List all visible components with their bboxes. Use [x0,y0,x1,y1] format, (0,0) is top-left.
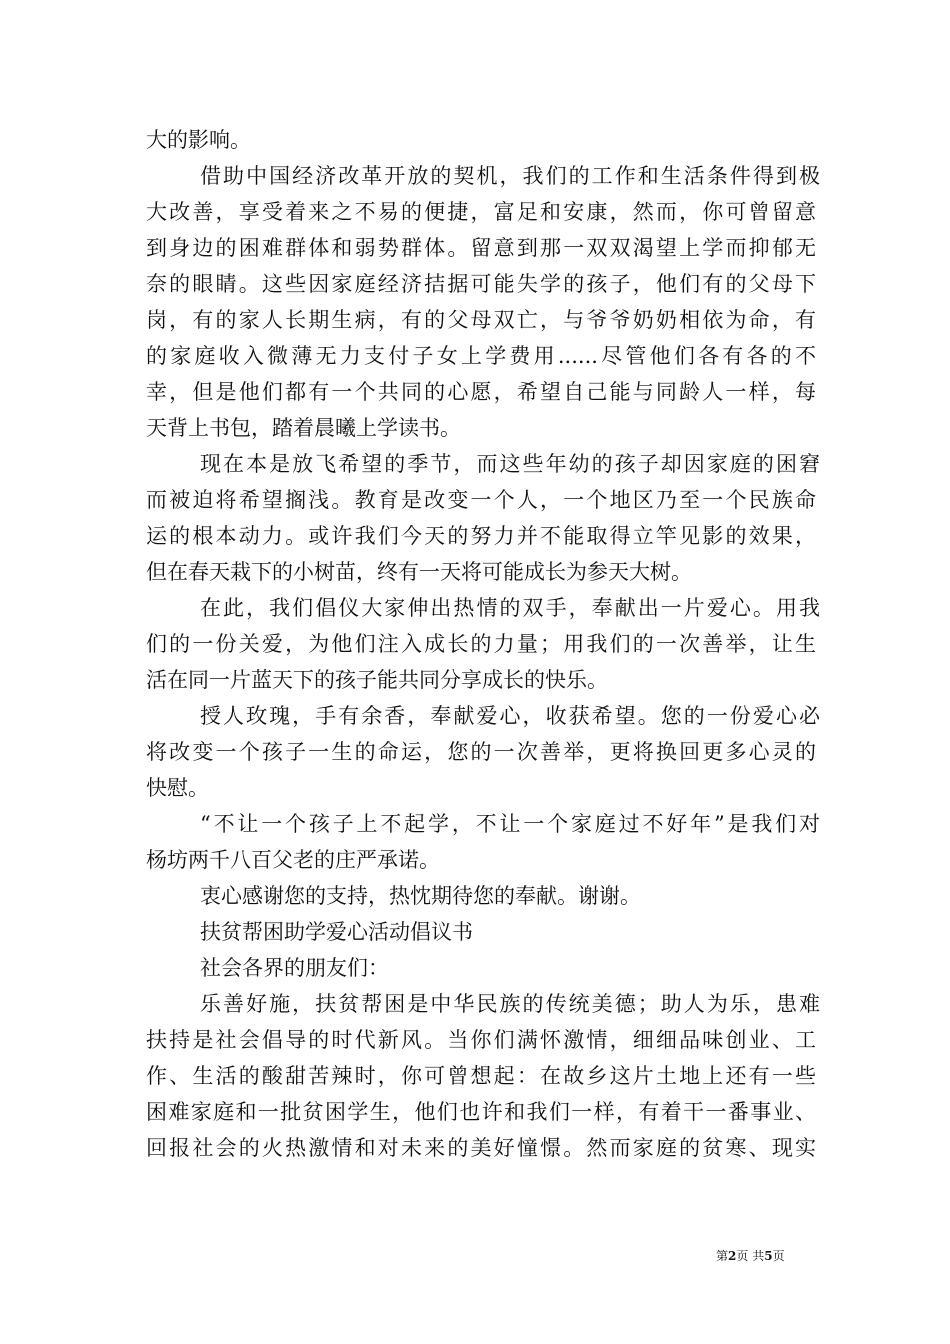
text-line: 岗，有的家人长期生病，有的父母双亡，与爷爷奶奶相依为命，有 [146,308,816,332]
footer-suffix: 页 [772,1249,785,1263]
section-title: 扶贫帮困助学爱心活动倡议书 [200,920,473,944]
text-line: 将改变一个孩子一生的命运，您的一次善举，更将换回更多心灵的 [146,740,816,764]
text-line: 现在本是放飞希望的季节，而这些年幼的孩子却因家庭的困窘 [200,452,820,476]
text-line: 奈的眼睛。这些因家庭经济拮据可能失学的孩子，他们有的父母下 [146,272,816,296]
page-number-footer [716,1248,785,1264]
text-line: 们的一份关爱，为他们注入成长的力量；用我们的一次善举，让生 [146,632,816,656]
current-page-number: 2 [728,1249,737,1263]
text-line: 到身边的困难群体和弱势群体。留意到那一双双渴望上学而抑郁无 [146,236,816,260]
text-line: “不让一个孩子上不起学，不让一个家庭过不好年”是我们对 [200,812,820,836]
total-pages-number: 5 [764,1249,773,1263]
text-line: 乐善好施，扶贫帮困是中华民族的传统美德；助人为乐，患难 [200,992,820,1016]
text-line: 的家庭收入微薄无力支付子女上学费用......尽管他们各有各的不 [146,344,816,368]
text-line: 授人玫瑰，手有余香，奉献爱心，收获希望。您的一份爱心必 [200,704,820,728]
text-line: 作、生活的酸甜苦辣时，你可曾想起：在故乡这片土地上还有一些 [146,1064,816,1088]
text-line: 活在同一片蓝天下的孩子能共同分享成长的快乐。 [146,668,608,692]
text-line: 幸，但是他们都有一个共同的心愿，希望自己能与同龄人一样，每 [146,380,816,404]
text-line: 天背上书包，踏着晨曦上学读书。 [146,416,461,440]
text-line: 大改善，享受着来之不易的便捷，富足和安康，然而，你可曾留意 [146,200,816,224]
footer-middle: 页 共 [736,1249,765,1263]
text-line: 衷心感谢您的支持，热忱期待您的奉献。谢谢。 [200,884,641,908]
footer-prefix: 第 [716,1249,729,1263]
text-line: 但在春天栽下的小树苗，终有一天将可能成长为参天大树。 [146,560,692,584]
text-line: 而被迫将希望搁浅。教育是改变一个人，一个地区乃至一个民族命 [146,488,816,512]
text-line: 借助中国经济改革开放的契机，我们的工作和生活条件得到极 [200,164,820,188]
text-line: 大的影响。 [146,128,251,152]
text-line: 快慰。 [146,776,209,800]
text-line: 运的根本动力。或许我们今天的努力并不能取得立竿见影的效果， [146,524,816,548]
text-line: 在此，我们倡仪大家伸出热情的双手，奉献出一片爱心。用我 [200,596,820,620]
text-line: 困难家庭和一批贫困学生，他们也许和我们一样，有着干一番事业、 [146,1100,816,1124]
salutation: 社会各界的朋友们： [200,956,389,980]
text-line: 回报社会的火热激情和对未来的美好憧憬。然而家庭的贫寒、现实 [146,1136,816,1160]
text-line: 扶持是社会倡导的时代新风。当你们满怀激情，细细品味创业、工 [146,1028,816,1052]
text-line: 杨坊两千八百父老的庄严承诺。 [146,848,440,872]
